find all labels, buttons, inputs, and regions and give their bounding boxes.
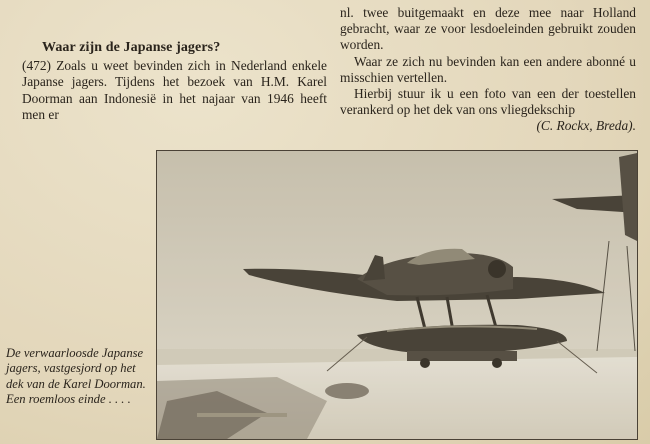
seaplane-photo — [156, 150, 638, 440]
right-paragraph-1: nl. twee buitgemaakt en deze mee naar Holland gebracht, waar ze voor lesdoeleinden gebruikt zouden worden. — [340, 5, 636, 53]
left-column — [22, 40, 327, 123]
right-paragraph-3-text: Hierbij stuur ik u een foto van een der toestellen verankerd op het dek van ons vliegdekschip — [340, 86, 636, 118]
right-paragraph-3 — [340, 86, 636, 135]
left-paragraph: (472) Zoals u weet bevinden zich in Nederland enkele Japanse jagers. Tijdens het bezoek van H.M. Karel Doorman aan Indonesië in het najaar van 1946 heeft men er — [22, 58, 327, 122]
seaplane-illustration — [157, 151, 637, 439]
photo-caption: De verwaarloosde Japanse jagers, vastgesjord op het dek van de Karel Doorman. Een roemloos einde . . . . — [6, 346, 146, 407]
photo-tint — [157, 151, 637, 439]
author-signature: (C. Rockx, Breda). — [536, 118, 636, 134]
right-paragraph-2: Waar ze zich nu bevinden kan een andere abonné u misschien vertellen. — [340, 53, 636, 85]
article-title: Waar zijn de Japanse jagers? — [42, 40, 221, 55]
right-column — [340, 5, 636, 135]
